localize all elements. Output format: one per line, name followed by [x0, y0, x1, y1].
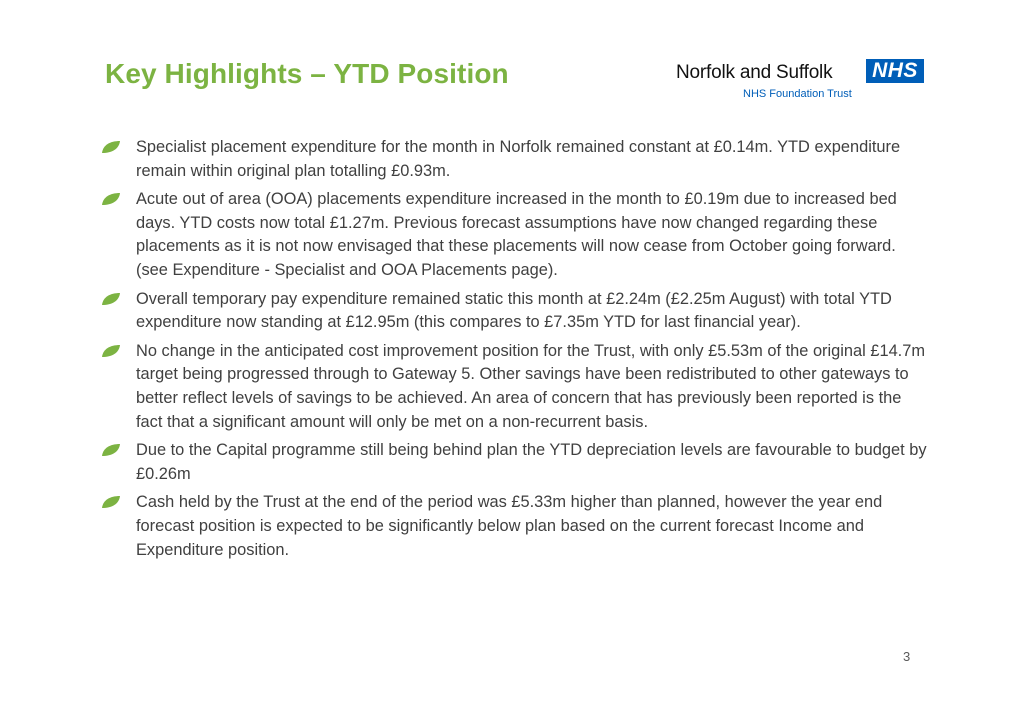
highlights-list [101, 136, 931, 567]
highlight-item [101, 491, 931, 562]
page-number: 3 [903, 649, 911, 664]
leaf-icon [101, 344, 121, 358]
highlight-item [101, 188, 931, 282]
trust-logo [676, 58, 926, 104]
highlight-item [101, 439, 931, 486]
leaf-icon [101, 443, 121, 457]
highlight-text: Overall temporary pay expenditure remained static this month at £2.24m (£2.25m August) with total YTD expenditure now standing at £12.95m (this compares to £7.35m YTD for last financial year). [136, 289, 892, 332]
leaf-icon [101, 292, 121, 306]
highlight-item [101, 136, 931, 183]
logo-org-name: Norfolk and Suffolk [676, 62, 833, 83]
highlight-text: Acute out of area (OOA) placements expenditure increased in the month to £0.19m due to increased bed days. YTD costs now total £1.27m. Previous forecast assumptions have now changed regarding these placements as it is not now envisaged that these placements will now cease from October going forward. (see Expenditure - Specialist and OOA Placements page). [136, 190, 897, 279]
highlight-item [101, 288, 931, 335]
logo-subtitle: NHS Foundation Trust [743, 88, 852, 100]
highlight-text: No change in the anticipated cost improvement position for the Trust, with only £5.53m of the original £14.7m target being progressed through to Gateway 5. Other savings have been redistributed to other gateways to better reflect levels of savings to be achieved. An area of concern that has previously been reported is the fact that a significant amount will only be met on a non-recurrent basis. [136, 341, 926, 431]
leaf-icon [101, 495, 121, 509]
highlight-text: Cash held by the Trust at the end of the period was £5.33m higher than planned, however the year end forecast position is expected to be significantly below plan based on the current forecast Income and Expenditure position. [136, 493, 883, 559]
highlight-text: Due to the Capital programme still being behind plan the YTD depreciation levels are favourable to budget by £0.26m [136, 441, 927, 483]
highlight-text: Specialist placement expenditure for the month in Norfolk remained constant at £0.14m. YTD expenditure remain within original plan totalling £0.93m. [136, 138, 901, 180]
highlight-item [101, 340, 931, 434]
leaf-icon [101, 192, 121, 206]
leaf-icon [101, 140, 121, 154]
nhs-logo-mark: NHS [866, 59, 924, 83]
slide-title: Key Highlights – YTD Position [105, 58, 509, 89]
